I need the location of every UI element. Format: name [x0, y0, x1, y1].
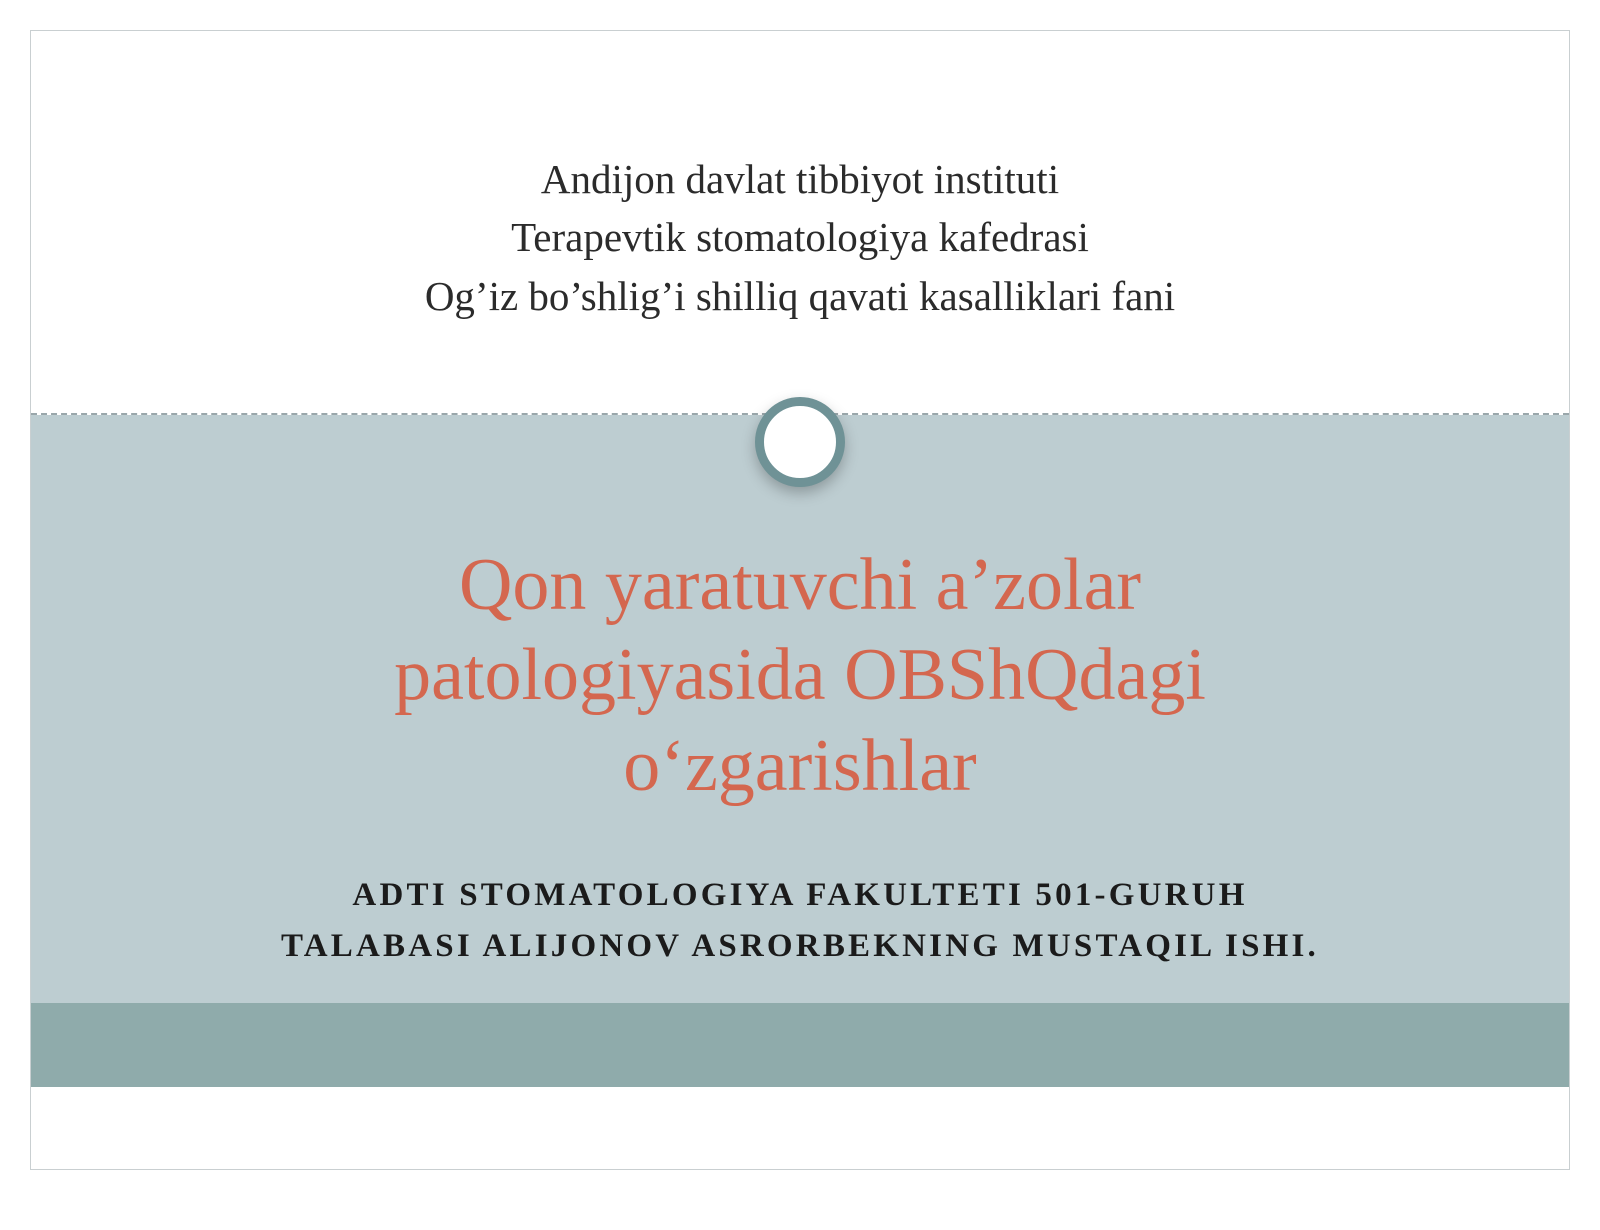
footer-accent-strip — [31, 1003, 1569, 1087]
institution-line-2: Terapevtik stomatologiya kafedrasi — [511, 214, 1089, 261]
institution-line-3: Og’iz bo’shlig’i shilliq qavati kasalliklari fani — [424, 272, 1176, 319]
slide-subtitle — [100, 870, 1500, 972]
slide-header-area — [31, 31, 1569, 414]
slide-body-panel — [31, 415, 1569, 1087]
institution-heading — [365, 150, 1235, 325]
ring-ornament-icon — [755, 397, 845, 487]
presentation-slide — [30, 30, 1570, 1170]
slide-title: Qon yaratuvchi a’zolar patologiyasida OBShQdagi o‘zgarishlar — [394, 544, 1206, 807]
institution-line-1: Andijon davlat tibbiyot instituti — [540, 156, 1060, 203]
subtitle-line-1: ADTI STOMATOLOGIYA FAKULTETI 501-GURUH — [352, 877, 1248, 913]
subtitle-line-2: TALABASI ALIJONOV ASRORBEKNING MUSTAQIL ISHI. — [281, 928, 1319, 965]
